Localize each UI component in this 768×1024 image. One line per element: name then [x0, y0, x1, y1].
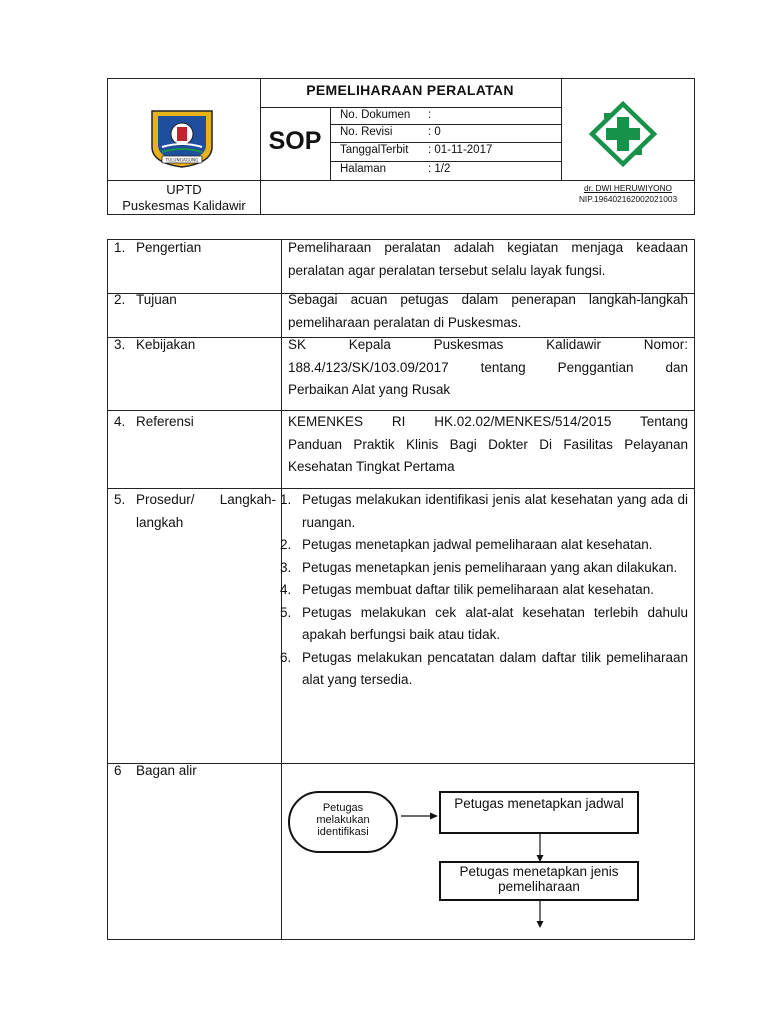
doc-info-row	[340, 144, 492, 156]
step-text: Petugas menetapkan jenis pemeliharaan yang akan dilakukan.	[302, 559, 678, 575]
puskesmas-logo	[588, 101, 658, 167]
divider	[260, 107, 561, 108]
section-title	[136, 489, 276, 534]
content-line: 188.4/123/SK/103.09/2017 tentang Penggantian dan	[288, 359, 688, 375]
section-content-tujuan	[288, 289, 688, 334]
section-title: Kebijakan	[136, 337, 196, 352]
terminator-line: melakukan	[316, 814, 370, 826]
procedure-step	[280, 534, 688, 557]
svg-text:TULUNGAGUNG: TULUNGAGUNG	[165, 157, 199, 163]
step-number: 5.	[280, 604, 292, 620]
divider	[330, 142, 561, 143]
arrow-head	[537, 921, 544, 928]
section-title-line: Prosedur/ Langkah-	[136, 492, 276, 507]
step-number: 3.	[280, 559, 292, 575]
flowchart	[280, 782, 680, 932]
divider	[561, 79, 562, 180]
doc-info-row	[340, 126, 441, 138]
sop-label: SOP	[268, 127, 322, 155]
unit-name	[108, 182, 260, 214]
procedure-steps-list	[280, 489, 688, 692]
content-line: Pemeliharaan peralatan adalah kegiatan menjaga keadaan	[288, 240, 688, 255]
procedure-step	[280, 579, 688, 602]
step-number: 6.	[280, 649, 292, 665]
arrow-head	[430, 813, 438, 820]
start-terminator-text	[289, 802, 397, 838]
step-text: Petugas melakukan pencatatan dalam daftar tilik pemeliharaan alat yang tersedia.	[302, 649, 688, 687]
doc-info-key: No. Revisi	[340, 126, 393, 138]
section-title: Bagan alir	[136, 763, 197, 778]
section-content-pengertian	[288, 237, 688, 282]
step-text: Petugas membuat daftar tilik pemeliharaan alat kesehatan.	[302, 582, 654, 597]
section-label-kebijakan	[114, 334, 195, 357]
signatory-block	[563, 183, 693, 205]
section-label-prosedur	[114, 489, 276, 534]
process-box-text: Petugas menetapkan jenis	[459, 864, 619, 879]
unit-line-2: Puskesmas Kalidawir	[122, 198, 246, 213]
step-text: Petugas menetapkan jadwal pemeliharaan alat kesehatan.	[302, 537, 653, 552]
section-label-tujuan	[114, 289, 177, 312]
terminator-line: Petugas	[322, 802, 364, 814]
section-label-bagan-alir	[114, 760, 197, 783]
section-title: Tujuan	[136, 292, 177, 307]
process-box-jenis	[439, 861, 639, 901]
doc-info-key: Halaman	[340, 163, 387, 175]
section-number: 3.	[114, 337, 126, 352]
doc-info-row	[340, 109, 431, 121]
doc-info-value: :	[428, 109, 432, 121]
doc-info-value: : 01-11-2017	[428, 144, 493, 156]
section-number: 6	[114, 763, 122, 778]
section-label-pengertian	[114, 237, 201, 260]
section-label-referensi	[114, 411, 194, 434]
step-number: 2.	[280, 537, 292, 552]
section-title: Pengertian	[136, 240, 202, 255]
step-text: Petugas melakukan cek alat-alat kesehatan terlebih dahulu apakah berfungsi baik atau tidak.	[302, 604, 688, 642]
sop-header-table	[107, 78, 695, 215]
section-number: 5.	[114, 492, 126, 507]
step-number: 1.	[280, 492, 292, 507]
content-line: KEMENKES RI HK.02.02/MENKES/514/2015 Tentang	[288, 414, 688, 429]
section-content-referensi	[288, 411, 688, 479]
section-title-line: langkah	[136, 514, 184, 530]
section-number: 2.	[114, 292, 126, 307]
section-number: 4.	[114, 414, 126, 429]
content-line: Kesehatan Tingkat Pertama	[288, 459, 455, 474]
divider	[330, 124, 561, 125]
process-box-text: pemeliharaan	[498, 879, 580, 894]
content-line: Sebagai acuan petugas dalam penerapan langkah-langkah	[288, 292, 688, 307]
divider	[108, 180, 694, 181]
content-line: peralatan agar peralatan tersebut selalu layak fungsi.	[288, 262, 606, 278]
signatory-name: dr. DWI HERUWIYONO	[583, 183, 673, 193]
doc-info-value: : 0	[428, 126, 441, 138]
doc-info-value: : 1/2	[428, 163, 451, 175]
procedure-step	[280, 557, 688, 580]
document-title: PEMELIHARAAN PERALATAN	[306, 82, 514, 98]
terminator-line: identifikasi	[317, 826, 369, 838]
step-text: Petugas melakukan identifikasi jenis alat kesehatan yang ada di ruangan.	[302, 492, 688, 530]
section-number: 1.	[114, 240, 126, 255]
signatory-nip: NIP.196402162002021003	[578, 194, 678, 204]
doc-info-key: TanggalTerbit	[340, 144, 409, 156]
procedure-step	[280, 602, 688, 647]
process-box-jadwal	[439, 791, 639, 834]
procedure-step	[280, 489, 688, 534]
tulungagung-emblem-logo	[148, 107, 216, 169]
unit-line-1: UPTD	[166, 182, 202, 197]
content-line: Panduan Praktik Klinis Bagi Dokter Di Fasilitas Pelayanan	[288, 436, 688, 452]
content-line: pemeliharaan peralatan di Puskesmas.	[288, 314, 522, 330]
procedure-step	[280, 647, 688, 692]
doc-info-row	[340, 163, 450, 175]
content-line: SK Kepala Puskesmas Kalidawir Nomor:	[288, 337, 688, 352]
section-content-kebijakan	[288, 334, 688, 402]
divider	[330, 161, 561, 162]
content-line: Perbaikan Alat yang Rusak	[288, 382, 451, 397]
process-box-text: Petugas menetapkan jadwal	[454, 796, 624, 811]
divider	[330, 107, 331, 180]
doc-info-key: No. Dokumen	[340, 109, 411, 121]
step-number: 4.	[280, 582, 292, 597]
section-title: Referensi	[136, 414, 194, 429]
